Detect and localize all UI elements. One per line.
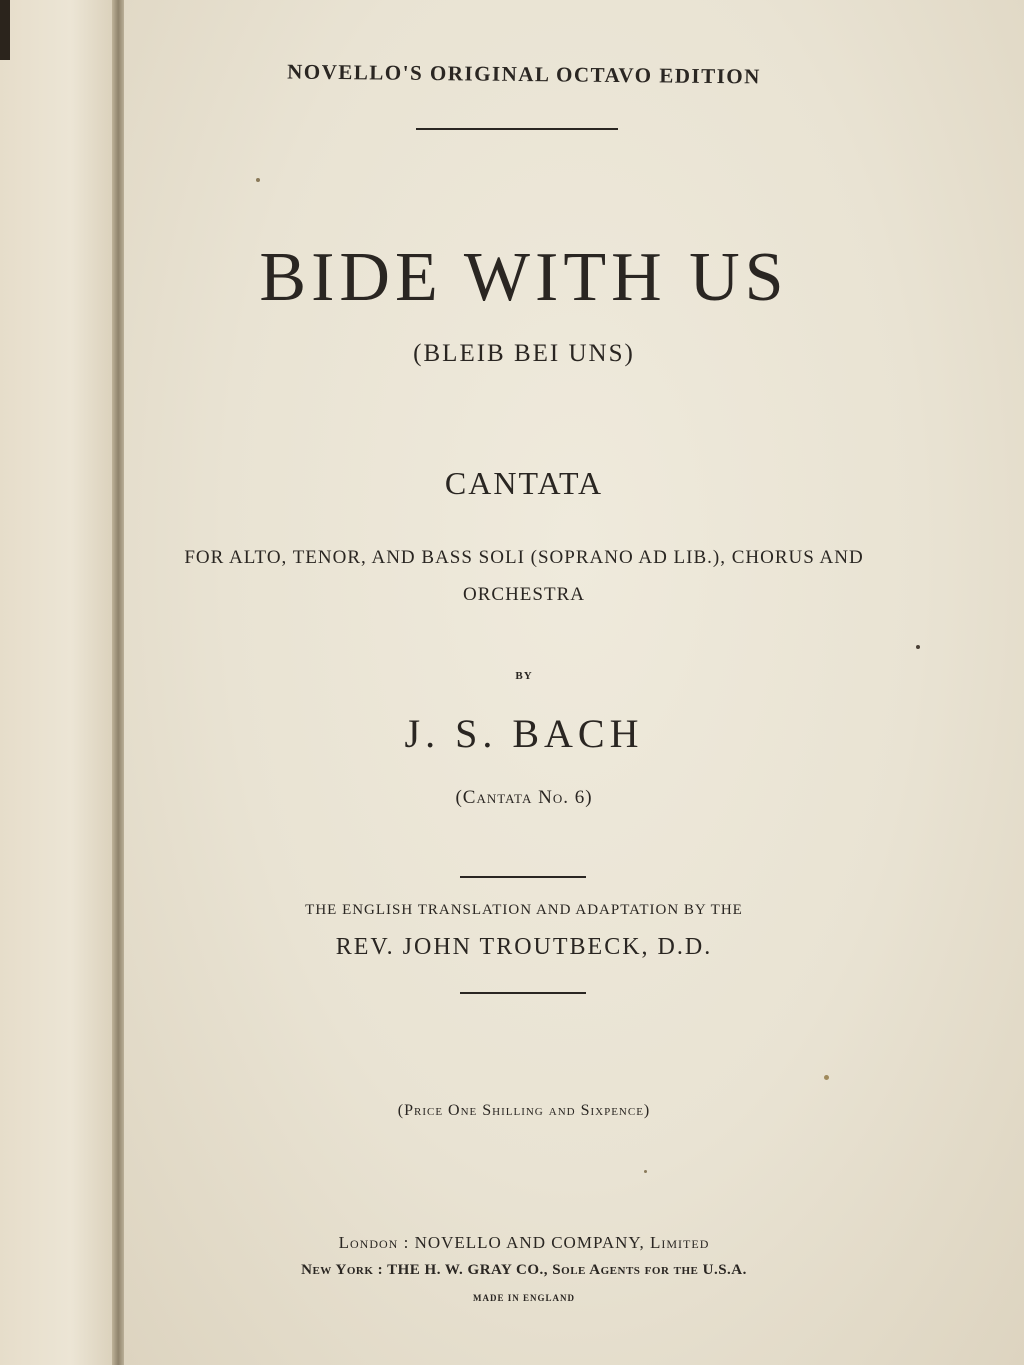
paper-speck [824, 1075, 829, 1080]
publisher-newyork [124, 1262, 924, 1279]
subtitle: (BLEIB BEI UNS) [413, 340, 635, 367]
edition-heading: NOVELLO'S ORIGINAL OCTAVO EDITION [287, 59, 761, 89]
price-note: (Price One Shilling and Sixpence) [397, 1102, 651, 1119]
london-publisher: NOVELLO AND COMPANY, [414, 1233, 645, 1252]
paper-speck [644, 1170, 647, 1173]
london-suffix: Limited [649, 1233, 710, 1252]
london-label: London : [338, 1233, 410, 1252]
paper-speck [916, 645, 920, 649]
scoring-line-2: ORCHESTRA [463, 584, 585, 605]
composer-name: J. S. BACH [404, 711, 644, 756]
left-page [0, 0, 118, 1365]
cantata-number: (Cantata No. 6) [455, 787, 593, 808]
page-title: BIDE WITH US [259, 239, 789, 316]
binding-edge [0, 0, 10, 60]
translator-name: REV. JOHN TROUTBECK, D.D. [335, 934, 713, 960]
newyork-label: New York : [301, 1262, 384, 1278]
genre-heading: CANTATA [444, 465, 604, 501]
newyork-publisher: THE H. W. GRAY CO., [387, 1262, 549, 1278]
middle-divider [460, 876, 586, 878]
translator-intro: THE ENGLISH TRANSLATION AND ADAPTATION BY THE [305, 902, 743, 918]
newyork-suffix: Sole Agents for the U.S.A. [552, 1262, 747, 1278]
made-in-england: MADE IN ENGLAND [472, 1293, 575, 1303]
paper-speck [256, 178, 260, 182]
top-divider [416, 128, 618, 130]
scoring-line-1: FOR ALTO, TENOR, AND BASS SOLI (SOPRANO AD LIB.), CHORUS AND [184, 547, 864, 568]
title-page [124, 0, 1024, 1365]
publisher-london [124, 1233, 924, 1253]
by-label: BY [515, 670, 533, 682]
lower-divider [460, 992, 586, 994]
